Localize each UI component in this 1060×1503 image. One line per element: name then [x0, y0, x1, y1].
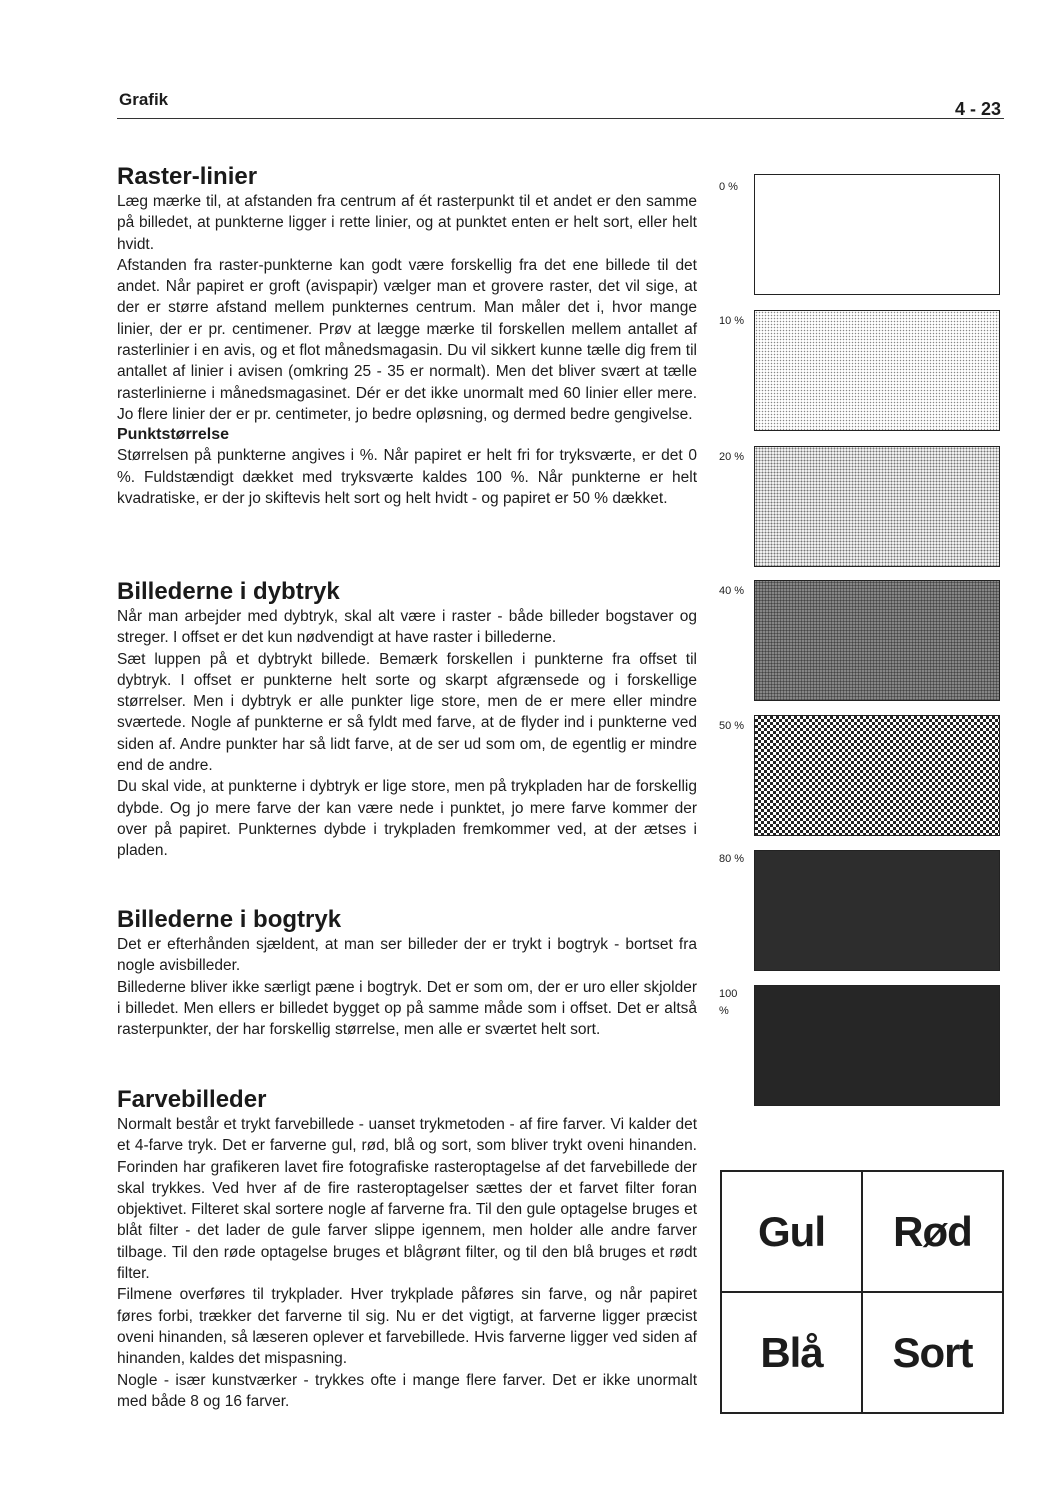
swatch-0-percent: [754, 174, 1000, 295]
paragraph: Når man arbejder med dybtryk, skal alt være i raster - både billeder bogstaver og streger. I offset er det kun nødvendigt at have raster i billederne.: [117, 608, 697, 647]
swatch-10-percent: [754, 310, 1000, 431]
paragraph: Billederne bliver ikke særligt pæne i bogtryk. Det er som om, der er uro eller skjolder i billedet. Men ellers er billedet bygget op på samme måde som i offset. Det er altså rasterpunkter, der har forskellig størrelse, men alle er sværtet helt sort.: [117, 978, 697, 1039]
section-title: Billederne i dybtryk: [117, 578, 340, 605]
header-divider: [117, 118, 1004, 119]
paragraph: Normalt består et trykt farvebillede - uanset trykmetoden - af fire farver. Vi kalder det et 4-farve tryk. Det er farverne gul, rød, blå og sort, som bliver trykt oveni hinanden. Forinden har grafikeren lavet fire fotografiske rasteroptagelse af det farvebillede der skal trykkes. Ved hver af de fire rasteroptagelser sættes der et farvet filter foran objektivet. Filteret skal sortere nogle af farverne fra. Til den gule optagelse bruges et blåt filter - det lader de gule farver slippe igennem, men holder alle andre farver tilbage. Til den røde optagelse bruges et blågrønt filter, og til den blå bruges et rødt filter.: [117, 1116, 697, 1283]
paragraph: Det er efterhånden sjældent, at man ser billeder der er trykt i bogtryk - bortset fra nogle avisbilleder.: [117, 936, 697, 975]
swatch-80-percent: [754, 850, 1000, 971]
paragraph: Størrelsen på punkterne angives i %. Når papiret er helt fri for tryksværte, er det 0 %. Fuldstændigt dækket med tryksværte kaldes 100 %. Når punkterne er helt kvadratiske, er der jo skiftevis helt sort og helt hvidt - og papiret er 50 % dækket.: [117, 447, 697, 507]
color-cell-bla: Blå: [721, 1292, 862, 1413]
swatch-40-percent: [754, 580, 1000, 701]
swatch-label-20: 20 %: [719, 451, 745, 463]
color-cell-rod: Rød: [862, 1171, 1003, 1292]
swatch-label-80: 80 %: [719, 853, 745, 865]
paragraph: Nogle - især kunstværker - trykkes ofte i mange flere farver. Det er ikke unormalt med både 8 og 16 farver.: [117, 1371, 697, 1410]
section-dybtryk: [117, 578, 697, 862]
swatch-label-0: 0 %: [719, 181, 738, 193]
section-title: Farvebilleder: [117, 1086, 267, 1113]
chapter-title: Grafik: [119, 90, 169, 109]
swatch-20-percent: [754, 446, 1000, 567]
section-title: Billederne i bogtryk: [117, 906, 342, 933]
color-grid: [720, 1170, 1004, 1414]
section-farvebilleder: [117, 1086, 697, 1412]
swatch-label-40: 40 %: [719, 585, 745, 597]
page-number: 4 - 23: [955, 99, 1002, 119]
section-raster-linier: [117, 163, 697, 509]
paragraph: Sæt luppen på et dybtrykt billede. Bemærk forskellen i punkterne fra offset til dybtryk. I offset er punkterne helt sorte og skarpt afgrænsede og i forskellige størrelser. Men i dybtryk er alle punkter lige store, men de er mere eller mindre sværtede. Nogle af punkterne er så fyldt med farve, at de flyder ind i punkterne ved siden af. Andre punkter har så lidt farve, at de ser ud som om, de egentlig er mindre end de andre.: [117, 650, 697, 775]
swatch-label-10: 10 %: [719, 315, 745, 327]
swatch-label-100-unit: %: [719, 1005, 729, 1017]
paragraph: Du skal vide, at punkterne i dybtryk er lige store, men på trykpladen har de forskellig dybde. Og jo mere farve der kan være nede i punktet, jo mere farve kommer der over på papiret. Punkternes dybde i trykpladen fremkommer ved, at der ætses i pladen.: [117, 778, 697, 860]
swatch-100-percent: [754, 985, 1000, 1106]
swatch-label-50: 50 %: [719, 720, 745, 732]
section-bogtryk: [117, 906, 697, 1040]
subheading: Punktstørrelse: [117, 426, 230, 444]
paragraph: Filmene overføres til trykplader. Hver trykplade påføres sin farve, og når papiret føres forbi, trækker det farverne til sig. Nu er det vigtigt, at farverne ligger præcist oveni hinanden, så læseren oplever et farvebillede. Hvis farverne ligger ved siden af hinanden, kaldes det mispasning.: [117, 1286, 697, 1368]
swatch-label-100: 100: [719, 988, 738, 1000]
color-cell-sort: Sort: [862, 1292, 1003, 1413]
paragraph: Læg mærke til, at afstanden fra centrum af ét rasterpunkt til et andet er den samme på billedet, at punkterne ligger i rette linier, og at punktet enten er helt sort, eller helt hvidt.: [117, 193, 697, 253]
color-cell-gul: Gul: [721, 1171, 862, 1292]
swatch-50-percent: [754, 715, 1000, 836]
section-title: Raster-linier: [117, 163, 258, 190]
paragraph: Afstanden fra raster-punkterne kan godt være forskellig fra det ene billede til det andet. Når papiret er groft (avispapir) vælger man et grovere raster, det vil sige, at der er større afstand mellem punkternes centrum. Man måler det i, hvor mange linier, der er pr. centimener. Prøv at lægge mærke til forskellen mellem antallet af rasterlinier i en avis, og et flot månedsmagasin. Du vil sikkert kunne tælle dig frem til antallet af linier i avisen (omkring 25 - 35 er normalt). Men det bliver svært at tælle rasterlinierne i månedsmagasinet. Dér er det ikke unormalt med 60 linier eller mere. Jo flere linier der er pr. centimeter, jo bedre opløsning, og dermed bedre gengivelse.: [117, 256, 697, 423]
